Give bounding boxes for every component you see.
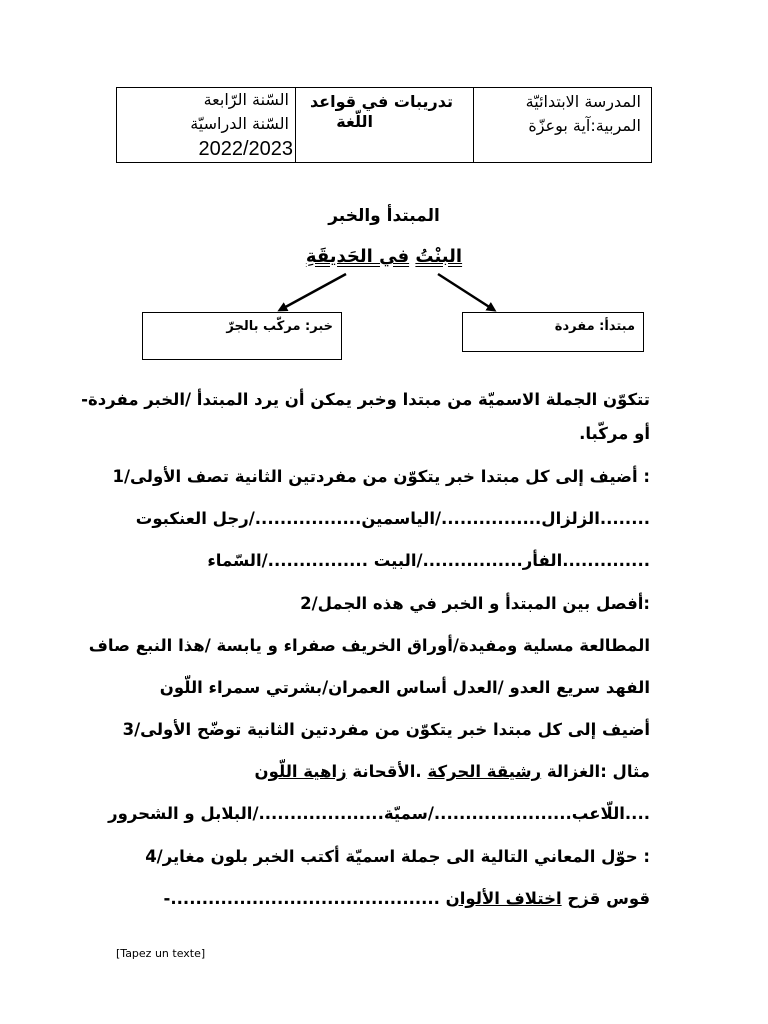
example-predicate-2: زاهية اللّون [254, 762, 347, 781]
question-2-line-1: المطالعة مسلية ومفيدة/أوراق الخريف صفراء و يابسة /هذا النبع صاف [88, 636, 650, 655]
arrow-to-subject [438, 274, 494, 310]
example-predicate-1: رشيقة الحركة [427, 762, 542, 781]
q4-suffix: قوس قزح [567, 889, 650, 908]
question-1-line-2: ..............الفأر................/البيت ................/السّماء [207, 551, 650, 570]
school-year-value: 2022/2023 [198, 138, 293, 160]
lesson-title: المبتدأ والخبر [328, 206, 440, 226]
subject-box [462, 312, 644, 352]
question-3-example [255, 762, 650, 781]
arrow-to-predicate [280, 274, 346, 310]
example-predicate: في الحَديقَةِ [305, 246, 410, 267]
subject-line2: اللّغة [336, 112, 373, 131]
question-1-title: : أضيف إلى كل مبتدا خبر يتكوّن من مفردتين الثانية تصف الأولى/1 [112, 467, 650, 486]
question-2-line-2: الفهد سريع العدو /العدل أساس العمران/بشرتي سمراء اللّون [159, 678, 650, 697]
subject-line1: تدريبات في قواعد [309, 92, 453, 111]
school-year-label: السّنة الدراسيّة [190, 114, 289, 133]
school-name: المدرسة الابتدائيّة [525, 92, 641, 111]
question-1-line-1: ........الزلزال................/الياسمين................./رجل العنكبوت [135, 509, 650, 528]
question-3-title: أضيف إلى كل مبتدا خبر يتكوّن من مفردتين الثانية توضّح الأولى/3 [122, 720, 650, 739]
teacher-name: المربية:آية بوعزّة [528, 116, 641, 135]
intro-line-1: تتكوّن الجملة الاسميّة من مبتدا وخبر يمكن أن يرد المبتدأ /الخبر مفردة- [81, 390, 650, 409]
q4-underlined: اختلاف الألوان [445, 889, 562, 908]
q4-prefix: ...........................................- [163, 889, 440, 908]
predicate-box [142, 312, 342, 360]
question-4-line-1 [164, 889, 650, 908]
footer-placeholder: [Tapez un texte] [116, 947, 206, 960]
example-subject: البنْتُ [415, 246, 463, 267]
question-3-line-1: ....اللّاعب....................../سميّة..................../البلابل و الشحرور [108, 804, 650, 823]
predicate-box-label: خبر: مركّب بالجرّ [226, 319, 333, 334]
grade-level: السّنة الرّابعة [203, 90, 289, 109]
question-2-title: :أفصل بين المبتدأ و الخبر في هذه الجمل/2 [300, 594, 650, 613]
question-4-title: : حوّل المعاني التالية الى جملة اسميّة أكتب الخبر بلون مغاير/4 [145, 847, 650, 866]
example-prefix: مثال :الغزالة [546, 762, 650, 781]
subject-box-label: مبتدأ: مفردة [554, 319, 635, 334]
intro-line-2: أو مركّبا. [579, 424, 650, 443]
example-middle: .الأقحانة [352, 762, 422, 781]
